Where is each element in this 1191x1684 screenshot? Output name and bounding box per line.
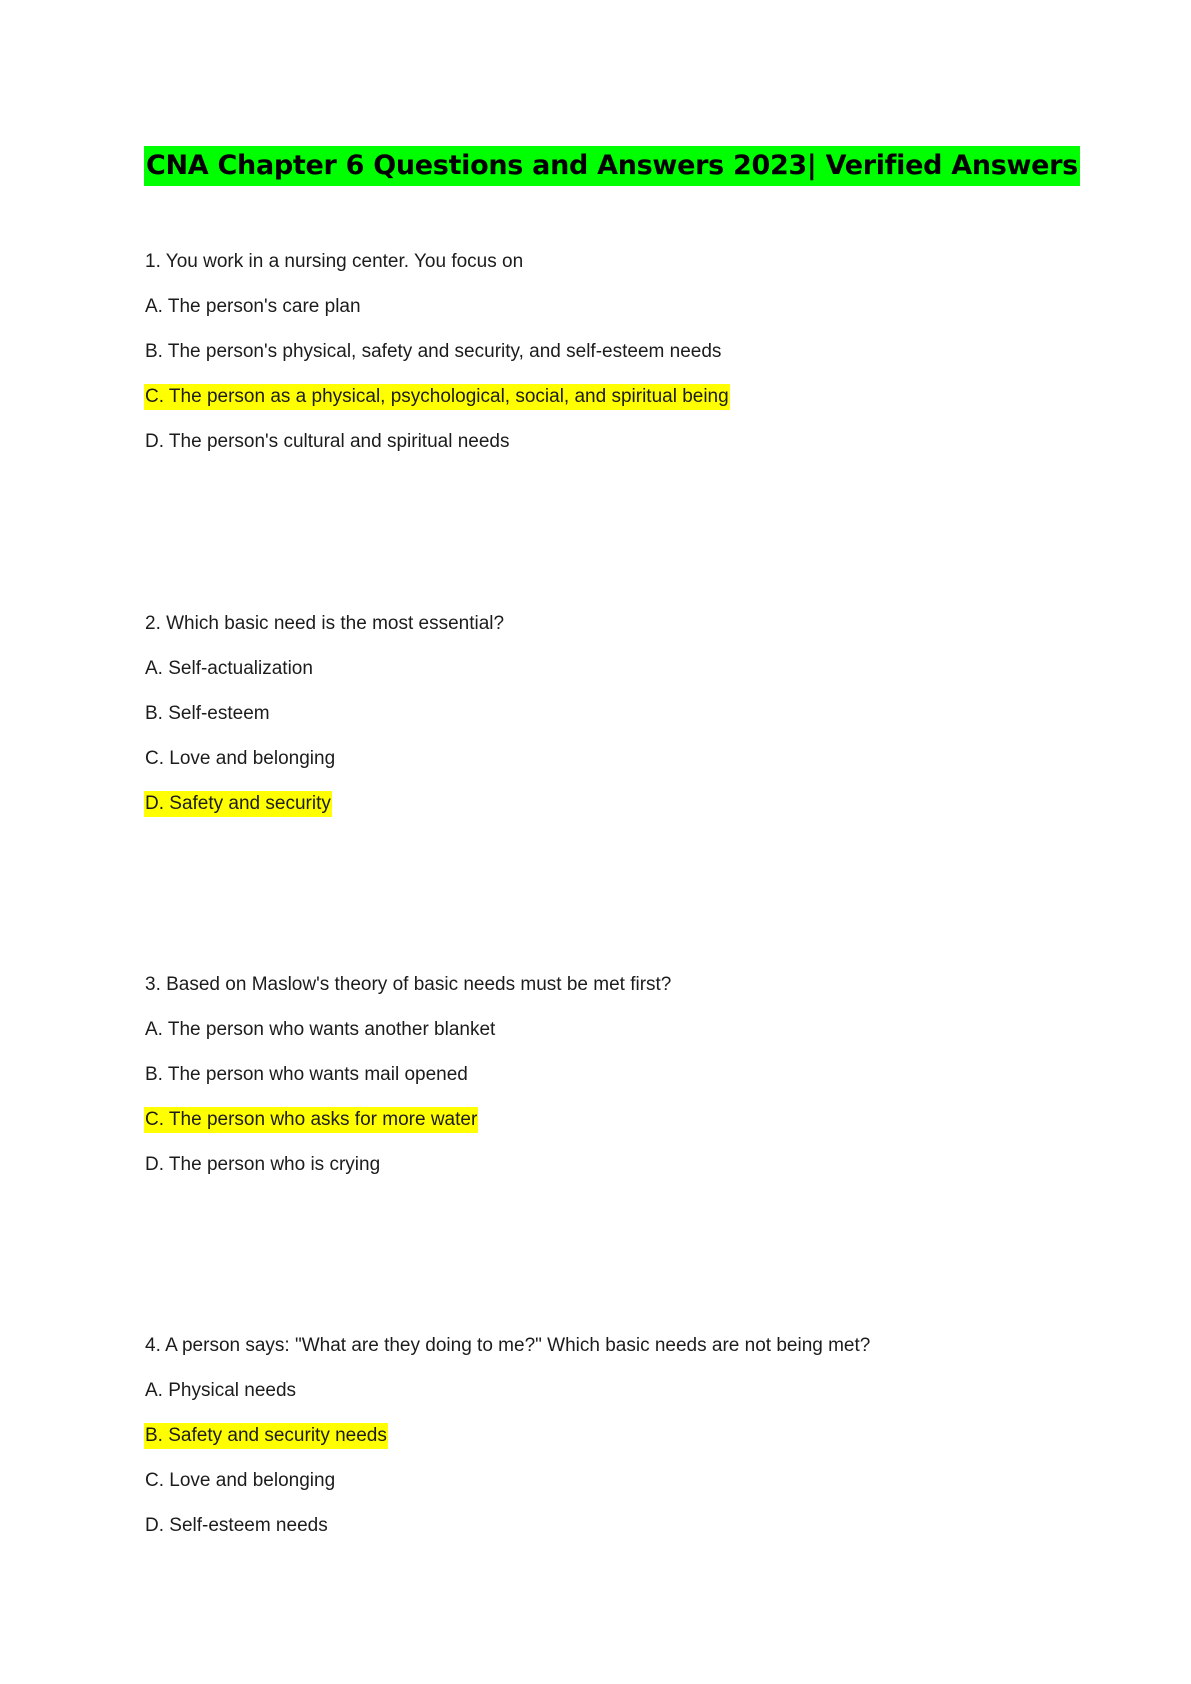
question-4-option-d: D. Self-esteem needs	[145, 1515, 328, 1536]
question-3-option-d: D. The person who is crying	[145, 1154, 381, 1175]
question-2-option-c: C. Love and belonging	[145, 748, 336, 769]
question-3-option-a: A. The person who wants another blanket	[145, 1019, 496, 1040]
question-2-option-a: A. Self-actualization	[145, 658, 313, 679]
question-2-option-d: D. Safety and security	[144, 791, 332, 817]
question-4-option-a: A. Physical needs	[145, 1380, 297, 1401]
document-title: CNA Chapter 6 Questions and Answers 2023| Verified Answers	[144, 146, 1080, 186]
question-1-option-c: C. The person as a physical, psychological, social, and spiritual being	[144, 384, 730, 410]
question-1-prompt: 1. You work in a nursing center. You focus on	[145, 251, 524, 272]
question-2-prompt: 2. Which basic need is the most essential?	[145, 613, 505, 634]
question-1-option-d: D. The person's cultural and spiritual needs	[145, 431, 510, 452]
question-3-option-c: C. The person who asks for more water	[144, 1107, 478, 1133]
question-4-option-c: C. Love and belonging	[145, 1470, 336, 1491]
question-3-option-b: B. The person who wants mail opened	[145, 1064, 468, 1085]
question-2-option-b: B. Self-esteem	[145, 703, 270, 724]
question-4-prompt: 4. A person says: "What are they doing to me?" Which basic needs are not being met?	[145, 1335, 871, 1356]
question-1-option-a: A. The person's care plan	[145, 296, 361, 317]
question-4-option-b: B. Safety and security needs	[144, 1423, 388, 1449]
question-3-prompt: 3. Based on Maslow's theory of basic needs must be met first?	[145, 974, 672, 995]
question-1-option-b: B. The person's physical, safety and security, and self-esteem needs	[145, 341, 722, 362]
